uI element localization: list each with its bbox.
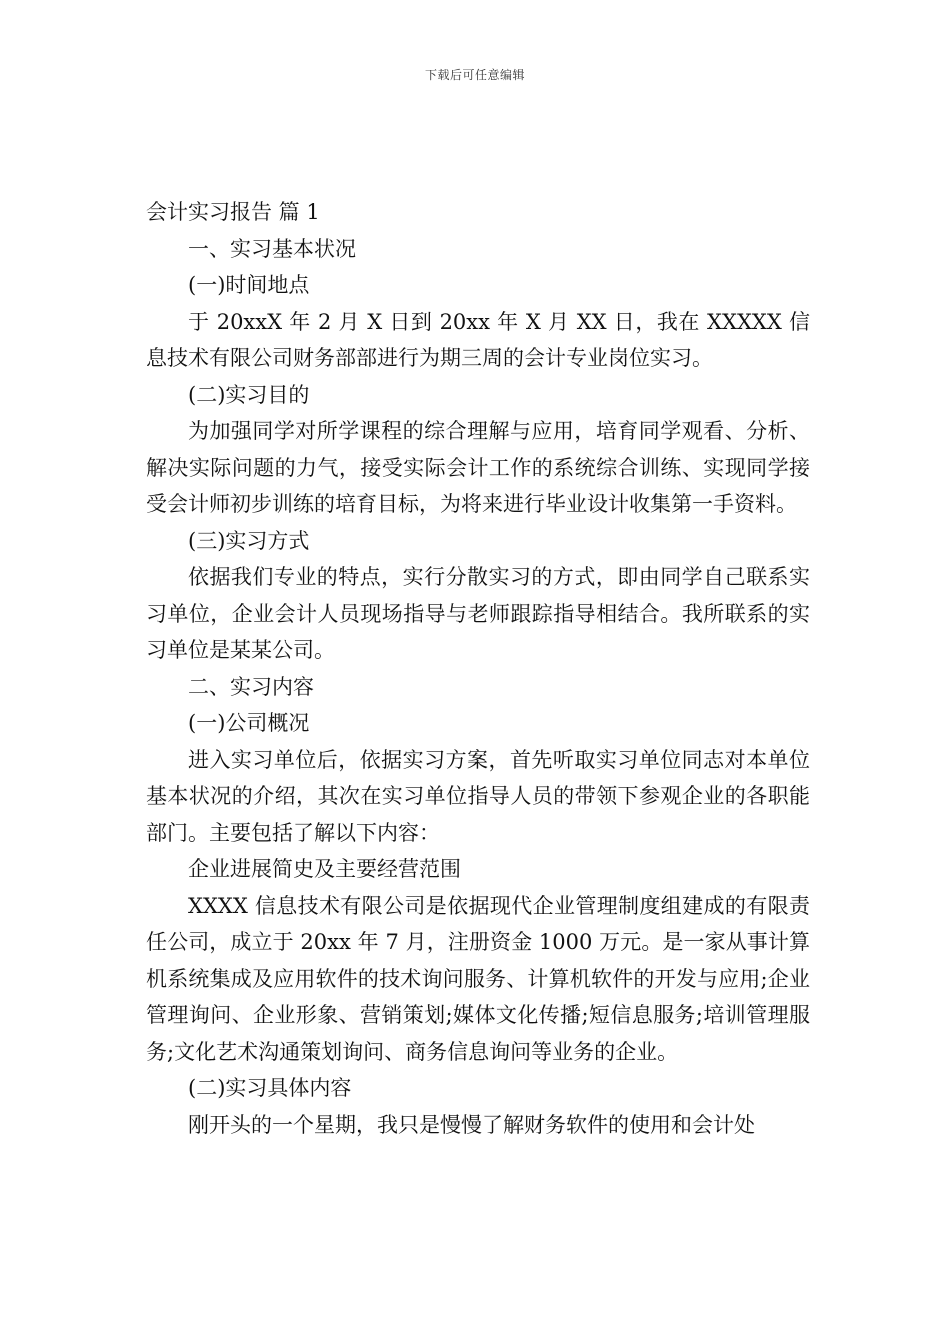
paragraph-purpose: 为加强同学对所学课程的综合理解与应用，培育同学观看、分析、解决实际问题的力气，接受实际会计工作的系统综合训练、实现同学接受会计师初步训练的培育目标，为将来进行毕业设计收集第一手资料。	[146, 419, 810, 516]
document-title: 会计实习报告 篇 1	[146, 200, 320, 224]
subheading-time-place: (一)时间地点	[188, 273, 310, 297]
document-body	[146, 194, 810, 1143]
paragraph-company-overview: 进入实习单位后，依据实习方案，首先听取实习单位同志对本单位基本状况的介绍，其次在实习单位指导人员的带领下参观企业的各职能部门。主要包括了解以下内容：	[146, 747, 810, 845]
paragraph-time-place: 于 20xxX 年 2 月 X 日到 20xx 年 X 月 XX 日，我在 XXXXX 信息技术有限公司财务部部进行为期三周的会计专业岗位实习。	[146, 309, 810, 370]
paragraph-company-description: XXXX 信息技术有限公司是依据现代企业管理制度组建成的有限责任公司，成立于 20xx 年 7 月，注册资金 1000 万元。是一家从事计算机系统集成及应用软件的技术询问服务、计算机软件的开发与应用;企业管理询问、企业形象、营销策划;媒体文化传播;短信息服务;培训管理服务;文化艺术沟通策划询问、商务信息询问等业务的企业。	[146, 893, 810, 1064]
subheading-purpose: (二)实习目的	[188, 382, 310, 407]
subheading-company-overview: (一)公司概况	[188, 711, 310, 735]
page-header-note: 下载后可任意编辑	[424, 68, 525, 82]
paragraph-method: 依据我们专业的特点，实行分散实习的方式，即由同学自己联系实习单位，企业会计人员现场指导与老师跟踪指导相结合。我所联系的实习单位是某某公司。	[146, 565, 810, 662]
item-company-history: 企业进展简史及主要经营范围	[188, 857, 461, 881]
section-heading-1: 一、实习基本状况	[188, 236, 356, 261]
subheading-internship-details: (二)实习具体内容	[188, 1076, 352, 1100]
section-heading-2: 二、实习内容	[188, 674, 314, 699]
paragraph-internship-details: 刚开头的一个星期，我只是慢慢了解财务软件的使用和会计处	[188, 1112, 755, 1137]
subheading-method: (三)实习方式	[188, 528, 310, 553]
